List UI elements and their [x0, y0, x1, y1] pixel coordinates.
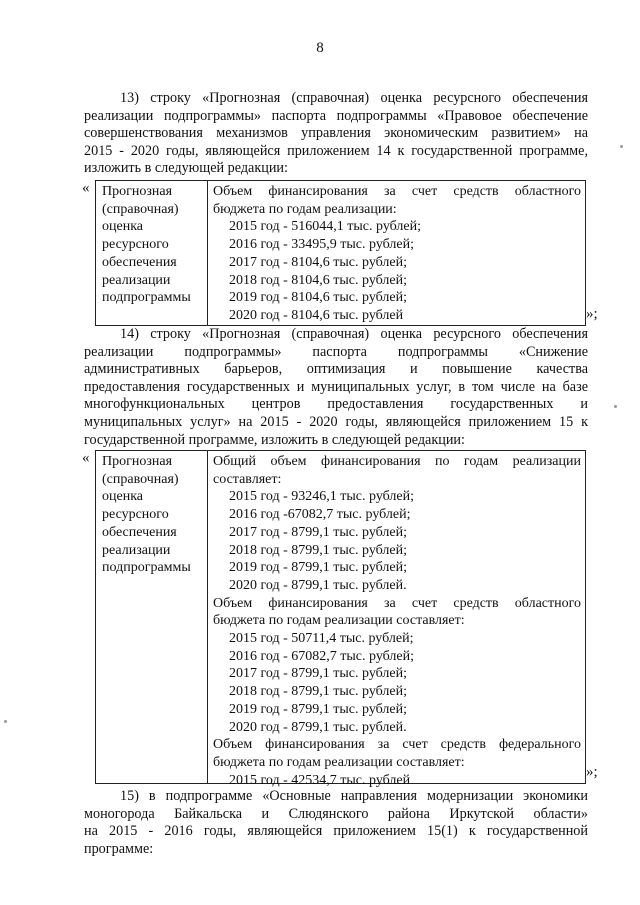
text-line: муниципальных услуг» на 2015 - 2020 годы, являющейся приложением 15 к: [84, 413, 588, 430]
text-line: реализации подпрограммы» паспорта подпрограммы «Правовое обеспечение: [84, 107, 588, 124]
table-value-cell: [208, 451, 585, 788]
table-value-cell: [208, 181, 585, 325]
label-line: реализации: [102, 542, 171, 558]
text-line: многофункциональных центров предоставления государственных и: [84, 396, 588, 413]
year-line: 2020 год - 8799,1 тыс. рублей.: [229, 577, 407, 593]
year-line: 2017 год - 8799,1 тыс. рублей;: [229, 666, 408, 682]
label-line: оценка: [102, 489, 144, 505]
label-line: обеспечения: [102, 254, 177, 270]
year-line: 2015 год - 93246,1 тыс. рублей;: [229, 489, 415, 505]
value-line: Объем финансирования за счет средств областного: [213, 184, 581, 199]
year-line: 2015 год - 516044,1 тыс. рублей;: [229, 219, 422, 235]
year-line: 2016 год - 33495,9 тыс. рублей;: [229, 237, 415, 253]
label-line: подпрограммы: [102, 290, 191, 306]
year-line: 2018 год - 8799,1 тыс. рублей;: [229, 542, 408, 558]
paragraph-13: [84, 90, 588, 178]
funding-table-1: [95, 180, 586, 326]
scan-speck: [4, 720, 7, 723]
year-line: 2018 год - 8104,6 тыс. рублей;: [229, 272, 408, 288]
text-line: предоставления государственных и муниципальных услуг, в том числе на базе: [84, 378, 588, 395]
year-line: 2015 год - 50711,4 тыс. рублей;: [229, 631, 414, 647]
year-line: 2018 год - 8799,1 тыс. рублей;: [229, 684, 408, 700]
year-line: 2016 год -67082,7 тыс. рублей;: [229, 507, 411, 523]
scan-speck: [620, 145, 623, 148]
text-line: государственной программе, изложить в следующей редакции:: [84, 431, 465, 448]
label-line: оценка: [102, 219, 144, 235]
paragraph-14: [84, 326, 588, 449]
paragraph-15: [84, 788, 588, 858]
label-line: (справочная): [102, 201, 179, 217]
year-line: 2020 год - 8104,6 тыс. рублей: [229, 307, 404, 323]
value-line: бюджета по годам реализации:: [213, 201, 397, 217]
text-line: на 2015 - 2016 годы, являющейся приложением 15(1) к государственной: [84, 823, 588, 840]
value-line: бюджета по годам реализации составляет:: [213, 754, 465, 770]
scan-speck: [614, 405, 617, 408]
text-line: 14) строку «Прогнозная (справочная) оценка ресурсного обеспечения: [120, 326, 588, 342]
label-line: ресурсного: [102, 237, 169, 253]
text-line: изложить в следующей редакции:: [84, 160, 288, 177]
label-line: реализации: [102, 272, 171, 288]
label-line: подпрограммы: [102, 560, 191, 576]
open-quote: «: [82, 180, 90, 196]
text-line: программе:: [84, 840, 154, 857]
year-line: 2019 год - 8104,6 тыс. рублей;: [229, 290, 408, 306]
text-line: 15) в подпрограмме «Основные направления модернизации экономики: [120, 788, 588, 804]
value-line: бюджета по годам реализации составляет:: [213, 613, 465, 629]
text-line: совершенствования механизмов управления экономическим развитием» на: [84, 125, 588, 142]
page-number: 8: [316, 40, 324, 56]
year-line: 2017 год - 8799,1 тыс. рублей;: [229, 524, 408, 540]
value-line: Объем финансирования за счет средств областного: [213, 595, 581, 611]
text-line: административных барьеров, оптимизация и повышение качества: [84, 361, 588, 378]
funding-table-2: [95, 450, 586, 788]
text-line: моногорода Байкальска и Слюдянского района Иркутской области»: [84, 805, 588, 822]
year-line: 2019 год - 8799,1 тыс. рублей;: [229, 560, 408, 576]
label-line: Прогнозная: [102, 184, 173, 199]
close-quote: »;: [586, 764, 598, 780]
year-line: 2015 год - 42534,7 тыс. рублей: [229, 772, 411, 788]
label-line: обеспечения: [102, 524, 177, 540]
year-line: 2017 год - 8104,6 тыс. рублей;: [229, 254, 408, 270]
table-label-cell: [96, 181, 208, 325]
label-line: Прогнозная: [102, 454, 173, 469]
value-line: Объем финансирования за счет средств федерального: [213, 737, 581, 753]
text-line: реализации подпрограммы» паспорта подпрограммы «Снижение: [84, 343, 588, 360]
year-line: 2020 год - 8799,1 тыс. рублей.: [229, 719, 407, 735]
label-line: ресурсного: [102, 507, 169, 523]
year-line: 2019 год - 8799,1 тыс. рублей;: [229, 701, 408, 717]
value-line: Общий объем финансирования по годам реализации: [213, 454, 581, 469]
table-label-cell: [96, 451, 208, 783]
open-quote: «: [82, 450, 90, 466]
year-line: 2016 год - 67082,7 тыс. рублей;: [229, 648, 415, 664]
text-line: 2015 - 2020 годы, являющейся приложением 14 к государственной программе,: [84, 142, 588, 159]
value-line: составляет:: [213, 471, 282, 487]
close-quote: »;: [586, 306, 598, 322]
label-line: (справочная): [102, 471, 179, 487]
text-line: 13) строку «Прогнозная (справочная) оценка ресурсного обеспечения: [120, 90, 588, 106]
